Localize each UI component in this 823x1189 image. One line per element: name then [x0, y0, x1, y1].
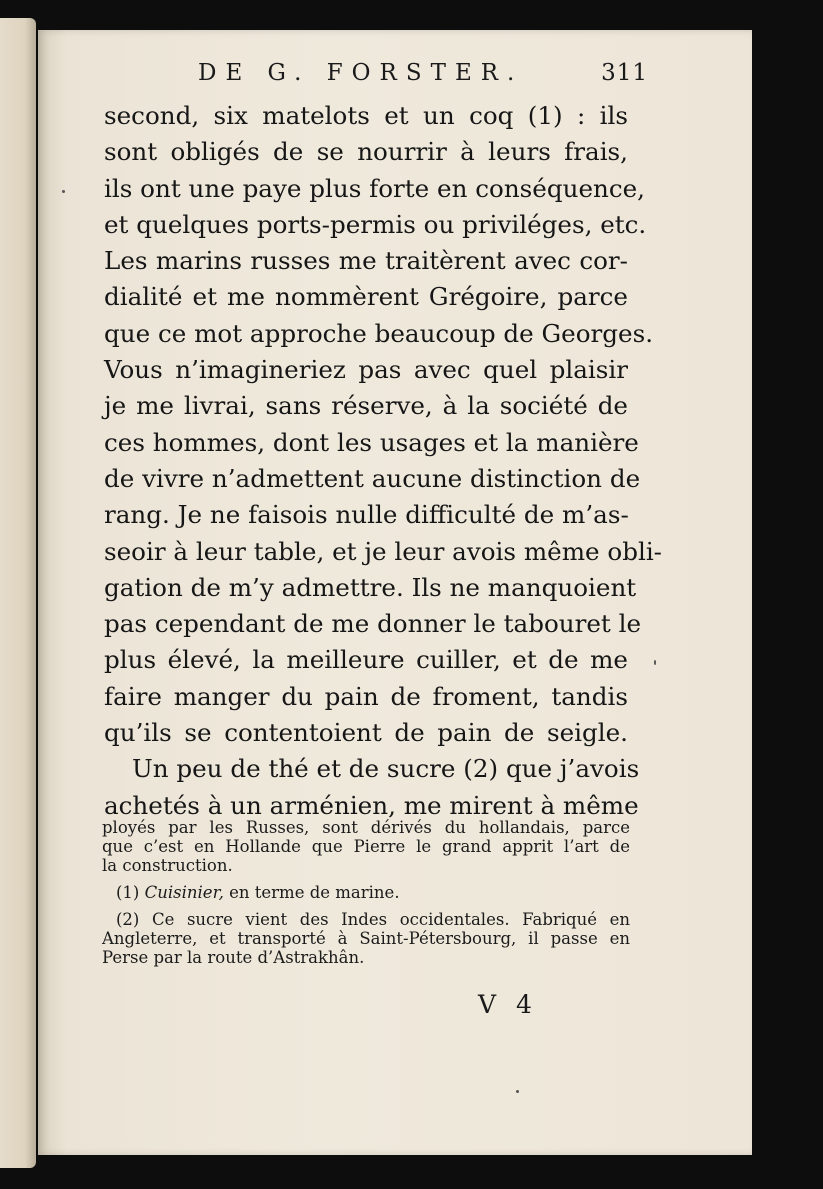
facing-page-edge [0, 18, 36, 1168]
footnote-line: ployés par les Russes, sont dérivés du hollandais, parce [102, 818, 630, 837]
footnote-line: (2) Ce sucre vient des Indes occidentales. Fabriqué en [116, 910, 630, 929]
footnote-line [102, 883, 630, 902]
text-line: ils ont une paye plus forte en conséquence, [104, 173, 645, 203]
text-line: Vous n’imagineriez pas avec quel plaisir [104, 355, 628, 385]
text-line: ces hommes, dont les usages et la manière [104, 427, 639, 457]
text-line: seoir à leur table, et je leur avois même obli- [104, 536, 662, 566]
footnotes [102, 818, 630, 967]
footnote-1 [102, 883, 630, 902]
paragraph-start-line: Un peu de thé et de sucre (2) que j’avois [132, 754, 640, 784]
footnote-text: en terme de marine. [229, 883, 400, 902]
text-line: faire manger du pain de froment, tandis [104, 681, 628, 711]
text-line: second, six matelots et un coq (1) : ils [104, 101, 628, 130]
paper-speck [516, 1090, 519, 1093]
text-line: dialité et me nommèrent Grégoire, parce [104, 282, 628, 312]
text-line: je me livrai, sans réserve, à la société de [104, 391, 628, 421]
footnote-line: que c’est en Hollande que Pierre le grand apprit l’art de [102, 837, 630, 856]
text-line: et quelques ports-permis ou priviléges, etc. [104, 209, 647, 239]
page-number: 311 [601, 60, 648, 86]
text-line: qu’ils se contentoient de pain de seigle. [104, 718, 628, 748]
footnote-line: Angleterre, et transporté à Saint-Pétersbourg, il passe en [102, 929, 630, 948]
body-text [104, 98, 662, 824]
text-line: rang. Je ne faisois nulle difficulté de m’as- [104, 500, 629, 530]
signature-mark: V 4 [478, 990, 538, 1019]
text-line: de vivre n’admettent aucune distinction de [104, 463, 641, 493]
text-line: pas cependant de me donner le tabouret le [104, 609, 642, 639]
text-line: achetés à un arménien, me mirent à même [104, 790, 639, 820]
page-header [198, 60, 648, 100]
running-head: DE G. FORSTER. [198, 60, 524, 86]
text-line: gation de m’y admettre. Ils ne manquoient [104, 572, 637, 602]
footnote-line: la construction. [102, 856, 233, 875]
footnote-2 [102, 910, 630, 967]
footnote-line: Perse par la route d’Astrakhân. [102, 948, 365, 967]
paper-speck [654, 660, 656, 665]
text-line: sont obligés de se nourrir à leurs frais, [104, 137, 628, 167]
text-line: Les marins russes me traitèrent avec cor- [104, 246, 628, 276]
text-line: plus élevé, la meilleure cuiller, et de me [104, 645, 628, 675]
book-page [38, 30, 752, 1155]
footnote-marker: (1) [116, 883, 140, 902]
text-line: que ce mot approche beaucoup de Georges. [104, 318, 654, 348]
paper-speck [62, 190, 65, 193]
footnote-term: Cuisinier, [144, 883, 224, 902]
